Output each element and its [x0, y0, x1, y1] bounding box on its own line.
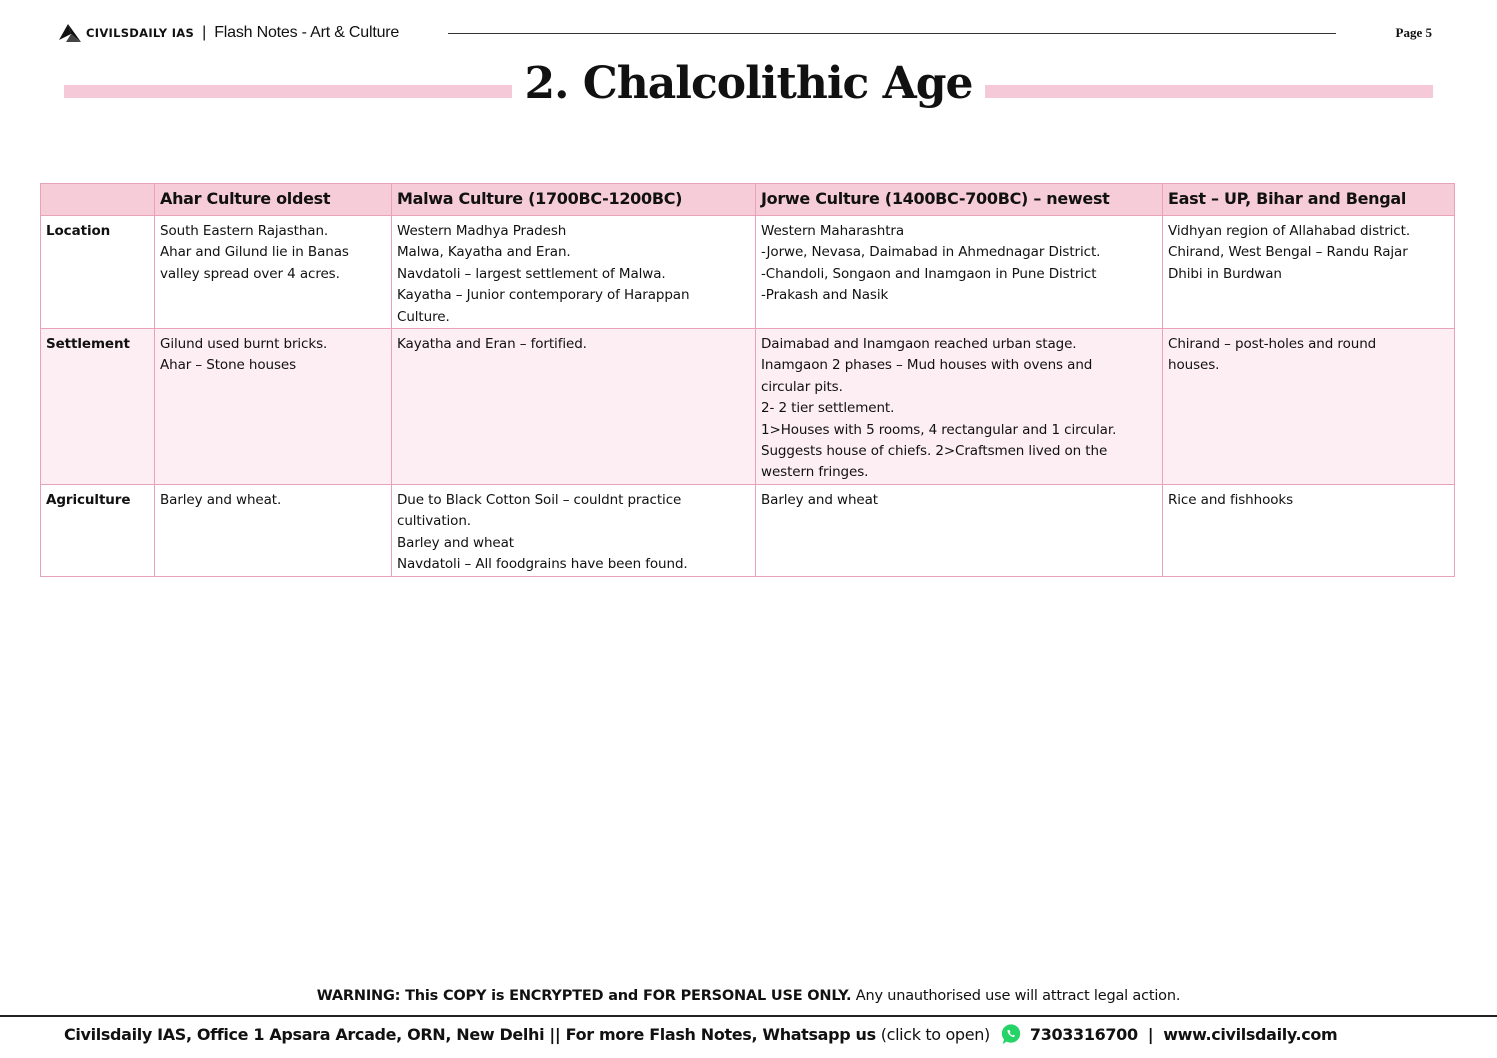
text-line: Barley and wheat: [397, 534, 514, 551]
header-rule: [448, 33, 1336, 34]
text-line: Western Madhya Pradesh: [397, 223, 567, 239]
text-line: Western Maharashtra: [761, 223, 905, 239]
text-line: 2- 2 tier settlement.: [761, 400, 895, 417]
text-line: Barley and wheat: [761, 492, 878, 509]
settlement-jorwe: [756, 329, 1163, 485]
text-line: Chirand – post-holes and round: [1168, 336, 1377, 353]
header-cell-blank: [41, 184, 155, 216]
text-line: Ahar – Stone houses: [160, 357, 297, 374]
text-line: western fringes.: [761, 464, 869, 481]
header-east-culture: East – UP, Bihar and Bengal: [1163, 184, 1455, 216]
text-line: Suggests house of chiefs. 2>Craftsmen lived on the: [761, 443, 1108, 460]
location-jorwe: [756, 216, 1163, 329]
text-line: Rice and fishhooks: [1168, 492, 1294, 509]
table-row-settlement: [41, 329, 1455, 485]
text-line: Kayatha – Junior contemporary of Harappan: [397, 287, 690, 304]
text-line: Navdatoli – All foodgrains have been found.: [397, 556, 688, 573]
text-line: Culture.: [397, 308, 450, 325]
warning-text: Any unauthorised use will attract legal action.: [851, 988, 1181, 1004]
table-row-agriculture: [41, 485, 1455, 577]
text-line: Daimabad and Inamgaon reached urban stage.: [761, 336, 1077, 353]
whatsapp-phone[interactable]: 7303316700: [1029, 1024, 1138, 1044]
text-line: houses.: [1168, 357, 1220, 374]
page-title: 2. Chalcolithic Age: [524, 58, 973, 109]
footer-address: Civilsdaily IAS, Office 1 Apsara Arcade, ORN, New Delhi || For more Flash Notes, Whatsapp us: [64, 1024, 876, 1044]
header-jorwe-culture: Jorwe Culture (1400BC-700BC) – newest: [756, 184, 1163, 216]
warning-bold-text: WARNING: This COPY is ENCRYPTED and FOR PERSONAL USE ONLY.: [316, 988, 852, 1004]
agriculture-jorwe: [756, 485, 1163, 577]
text-line: 1>Houses with 5 rooms, 4 rectangular and 1 circular.: [761, 421, 1117, 438]
header-separator: |: [202, 24, 207, 41]
text-line: Navdatoli – largest settlement of Malwa.: [397, 265, 666, 282]
brand-name: CIVILSDAILY IAS: [86, 26, 195, 40]
text-line: -Prakash and Nasik: [761, 287, 889, 304]
agriculture-east: [1163, 485, 1455, 577]
page-header: [58, 20, 1438, 50]
text-line: Vidhyan region of Allahabad district.: [1168, 223, 1411, 239]
text-line: -Chandoli, Songaon and Inamgaon in Pune District: [761, 265, 1097, 282]
text-line: South Eastern Rajasthan.: [160, 223, 329, 239]
page-footer: [64, 1023, 1337, 1045]
header-malwa-culture: Malwa Culture (1700BC-1200BC): [392, 184, 756, 216]
text-line: cultivation.: [397, 513, 471, 530]
agriculture-ahar: [155, 485, 392, 577]
text-line: valley spread over 4 acres.: [160, 265, 340, 282]
text-line: circular pits.: [761, 378, 843, 395]
text-line: Malwa, Kayatha and Eran.: [397, 244, 571, 261]
text-line: Barley and wheat.: [160, 492, 282, 509]
document-title: Flash Notes - Art & Culture: [214, 24, 400, 41]
page-number: Page 5: [1395, 25, 1432, 40]
settlement-malwa: [392, 329, 756, 485]
copyright-warning: [0, 988, 1497, 1004]
settlement-east: [1163, 329, 1455, 485]
text-line: -Jorwe, Nevasa, Daimabad in Ahmednagar District.: [761, 244, 1101, 261]
chalcolithic-culture-table: [40, 183, 1455, 577]
row-label-agriculture: Agriculture: [41, 485, 155, 577]
settlement-ahar: [155, 329, 392, 485]
whatsapp-icon[interactable]: [1000, 1023, 1022, 1045]
civilsdaily-logo-icon: [58, 22, 82, 44]
text-line: Kayatha and Eran – fortified.: [397, 336, 587, 353]
brand-logo: [58, 20, 399, 46]
footer-rule: [0, 1015, 1497, 1017]
table-header-row: [41, 184, 1455, 216]
location-ahar: [155, 216, 392, 329]
location-malwa: [392, 216, 756, 329]
table-row-location: [41, 216, 1455, 329]
row-label-location: Location: [41, 216, 155, 329]
header-ahar-culture: Ahar Culture oldest: [155, 184, 392, 216]
location-east: [1163, 216, 1455, 329]
title-band: [64, 58, 1433, 118]
agriculture-malwa: [392, 485, 756, 577]
text-line: Gilund used burnt bricks.: [160, 336, 328, 353]
row-label-settlement: Settlement: [41, 329, 155, 485]
text-line: Ahar and Gilund lie in Banas: [160, 244, 349, 261]
click-to-open-link[interactable]: (click to open): [880, 1024, 990, 1044]
text-line: Due to Black Cotton Soil – couldnt practice: [397, 492, 682, 509]
text-line: Dhibi in Burdwan: [1168, 265, 1282, 282]
website-link[interactable]: www.civilsdaily.com: [1163, 1024, 1338, 1044]
text-line: Inamgaon 2 phases – Mud houses with ovens and: [761, 357, 1093, 374]
text-line: Chirand, West Bengal – Randu Rajar: [1168, 244, 1408, 261]
footer-divider: |: [1147, 1024, 1154, 1044]
